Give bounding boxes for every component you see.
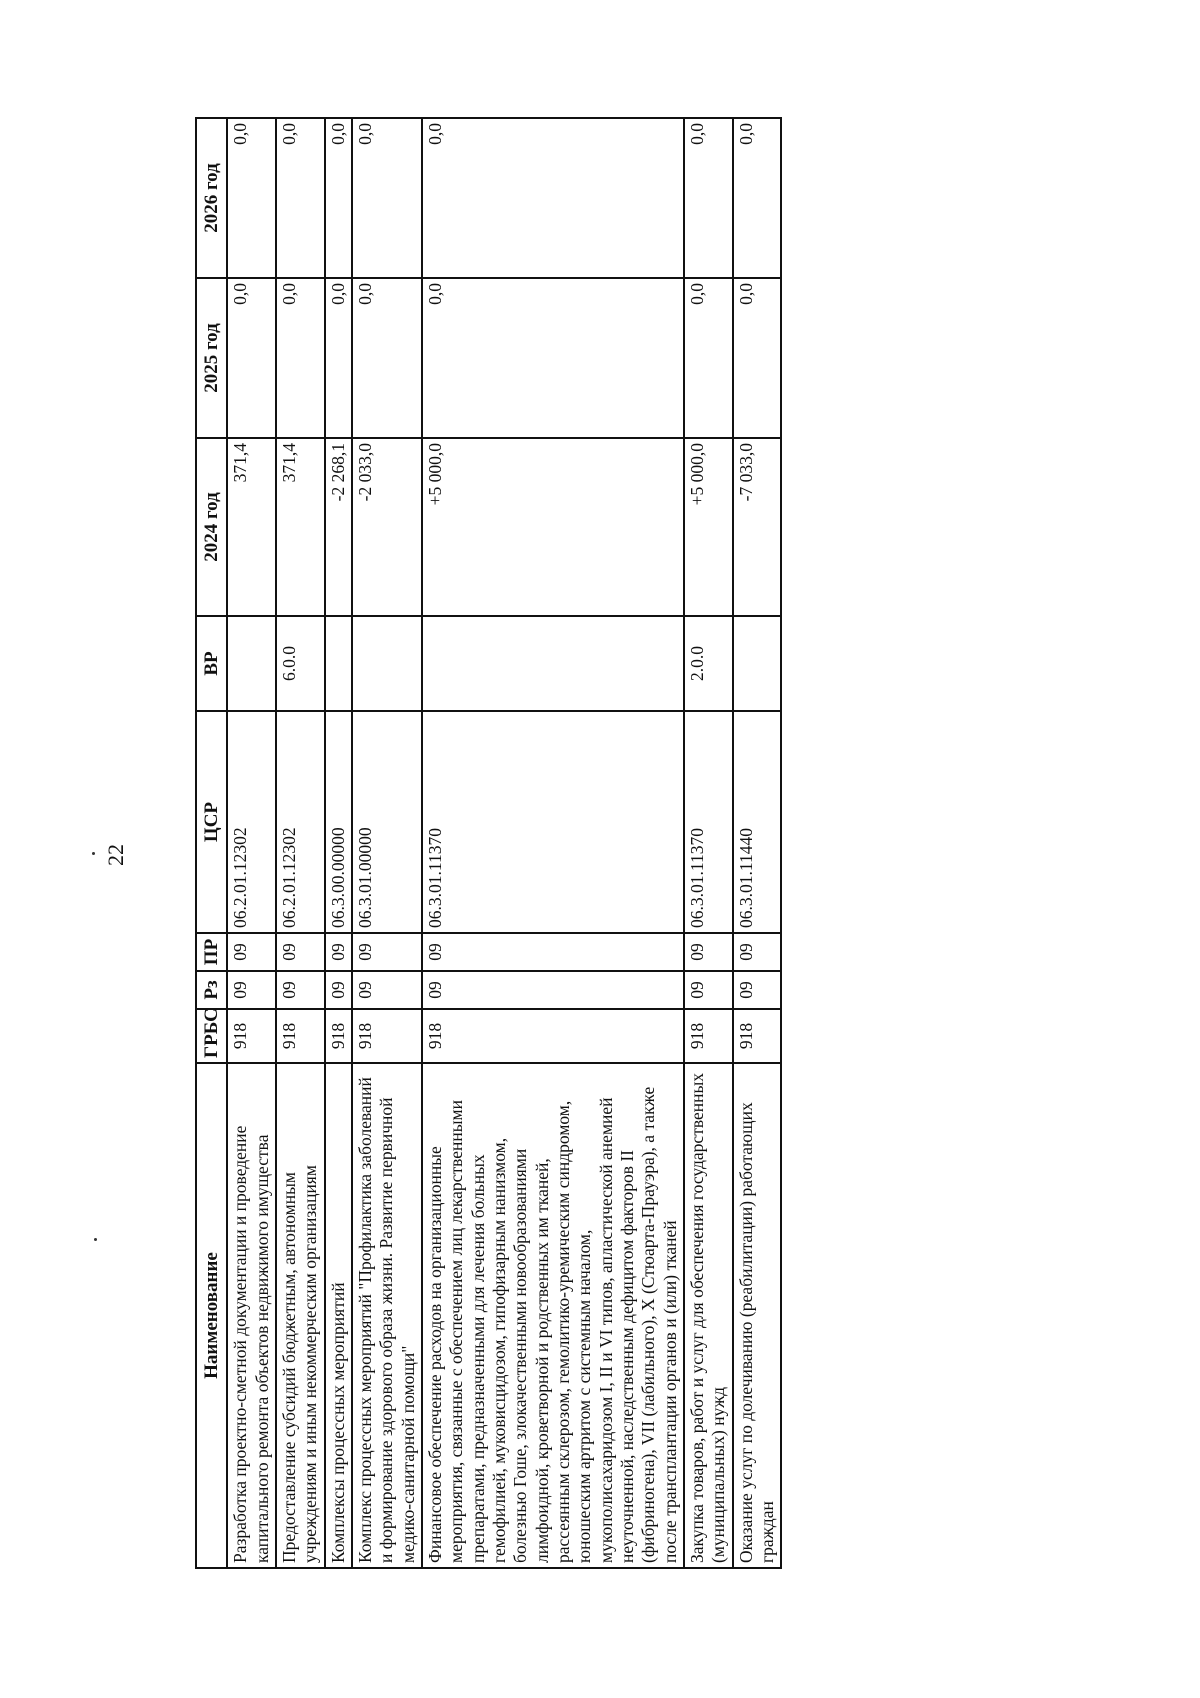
cell-vr <box>352 616 422 711</box>
table-row <box>352 118 422 1568</box>
cell-csr: 06.3.00.00000 <box>325 711 352 933</box>
cell-grbs: 918 <box>733 1009 782 1063</box>
cell-csr: 06.3.01.00000 <box>352 711 422 933</box>
cell-grbs: 918 <box>276 1009 325 1063</box>
cell-name: Закупка товаров, работ и услуг для обеспечения государственных (муниципальных) нужд <box>684 1063 733 1568</box>
cell-grbs: 918 <box>684 1009 733 1063</box>
cell-csr: 06.3.01.11440 <box>733 711 782 933</box>
header-2024: 2024 год <box>196 438 227 616</box>
cell-2026: 0,0 <box>733 118 782 278</box>
cell-2024: +5 000,0 <box>684 438 733 616</box>
cell-2025: 0,0 <box>227 278 276 438</box>
cell-rz: 09 <box>422 971 684 1009</box>
header-2025: 2025 год <box>196 278 227 438</box>
cell-2026: 0,0 <box>325 118 352 278</box>
header-vr: ВР <box>196 616 227 711</box>
cell-2026: 0,0 <box>227 118 276 278</box>
page-number: 22 <box>103 844 128 866</box>
cell-name: Комплексы процессных мероприятий <box>325 1063 352 1568</box>
scan-speck <box>94 1238 97 1241</box>
cell-pr: 09 <box>733 933 782 971</box>
cell-2024: -7 033,0 <box>733 438 782 616</box>
cell-name: Предоставление субсидий бюджетным, автономным учреждениям и иным некоммерческим организациям <box>276 1063 325 1568</box>
budget-table <box>195 117 782 1569</box>
table-row <box>733 118 782 1568</box>
cell-rz: 09 <box>276 971 325 1009</box>
cell-pr: 09 <box>276 933 325 971</box>
cell-vr <box>422 616 684 711</box>
table-row <box>276 118 325 1568</box>
cell-2026: 0,0 <box>276 118 325 278</box>
cell-pr: 09 <box>352 933 422 971</box>
cell-grbs: 918 <box>352 1009 422 1063</box>
header-2026: 2026 год <box>196 118 227 278</box>
cell-pr: 09 <box>684 933 733 971</box>
cell-2024: 371,4 <box>276 438 325 616</box>
cell-rz: 09 <box>733 971 782 1009</box>
cell-csr: 06.3.01.11370 <box>422 711 684 933</box>
cell-2025: 0,0 <box>733 278 782 438</box>
cell-2024: 371,4 <box>227 438 276 616</box>
cell-csr: 06.3.01.11370 <box>684 711 733 933</box>
cell-csr: 06.2.01.12302 <box>276 711 325 933</box>
cell-grbs: 918 <box>227 1009 276 1063</box>
table-header-row <box>196 118 227 1568</box>
cell-rz: 09 <box>352 971 422 1009</box>
cell-2024: -2 268,1 <box>325 438 352 616</box>
header-grbs: ГРБС <box>196 1009 227 1063</box>
table-row <box>684 118 733 1568</box>
cell-name: Оказание услуг по долечиванию (реабилитации) работающих граждан <box>733 1063 782 1568</box>
cell-pr: 09 <box>325 933 352 971</box>
cell-2025: 0,0 <box>352 278 422 438</box>
cell-pr: 09 <box>422 933 684 971</box>
cell-2025: 0,0 <box>422 278 684 438</box>
cell-grbs: 918 <box>325 1009 352 1063</box>
cell-2024: -2 033,0 <box>352 438 422 616</box>
cell-2025: 0,0 <box>276 278 325 438</box>
cell-pr: 09 <box>227 933 276 971</box>
cell-name: Комплекс процессных мероприятий "Профилактика заболеваний и формирование здорового образа жизни. Развитие первичной медико-санитарной помощи" <box>352 1063 422 1568</box>
cell-2024: +5 000,0 <box>422 438 684 616</box>
table-row <box>227 118 276 1568</box>
header-pr: ПР <box>196 933 227 971</box>
cell-2026: 0,0 <box>422 118 684 278</box>
cell-grbs: 918 <box>422 1009 684 1063</box>
cell-vr: 2.0.0 <box>684 616 733 711</box>
cell-rz: 09 <box>325 971 352 1009</box>
cell-vr <box>325 616 352 711</box>
cell-name: Разработка проектно-сметной документации и проведение капитального ремонта объектов недвижимого имущества <box>227 1063 276 1568</box>
cell-vr <box>733 616 782 711</box>
cell-name: Финансовое обеспечение расходов на организационные мероприятия, связанные с обеспечением лиц лекарственными препаратами, предназначенными для лечения больных гемофилией, муковисцидозом, гипофизарным нанизмом, болезнью Гоше, злокачественными новообразованиями лимфоидной, кроветворной и родственных им тканей, рассеянным склерозом, гемолитико-уремическим синдромом, юношеским артритом с системным началом, мукополисахаридозом I, II и VI типов, апластической анемией неуточненной, наследственным дефицитом факторов II (фибриногена), VII (лабильного), X (Стюарта-Прауэра), а также после трансплантации органов и (или) тканей <box>422 1063 684 1568</box>
cell-2026: 0,0 <box>684 118 733 278</box>
cell-vr: 6.0.0 <box>276 616 325 711</box>
rotated-table-container <box>195 119 1060 1569</box>
header-name: Наименование <box>196 1063 227 1568</box>
header-csr: ЦСР <box>196 711 227 933</box>
cell-vr <box>227 616 276 711</box>
cell-rz: 09 <box>227 971 276 1009</box>
cell-2025: 0,0 <box>684 278 733 438</box>
table-row <box>325 118 352 1568</box>
cell-2026: 0,0 <box>352 118 422 278</box>
cell-csr: 06.2.01.12302 <box>227 711 276 933</box>
cell-rz: 09 <box>684 971 733 1009</box>
scan-speck <box>92 852 95 855</box>
cell-2025: 0,0 <box>325 278 352 438</box>
table-row <box>422 118 684 1568</box>
header-rz: Рз <box>196 971 227 1009</box>
